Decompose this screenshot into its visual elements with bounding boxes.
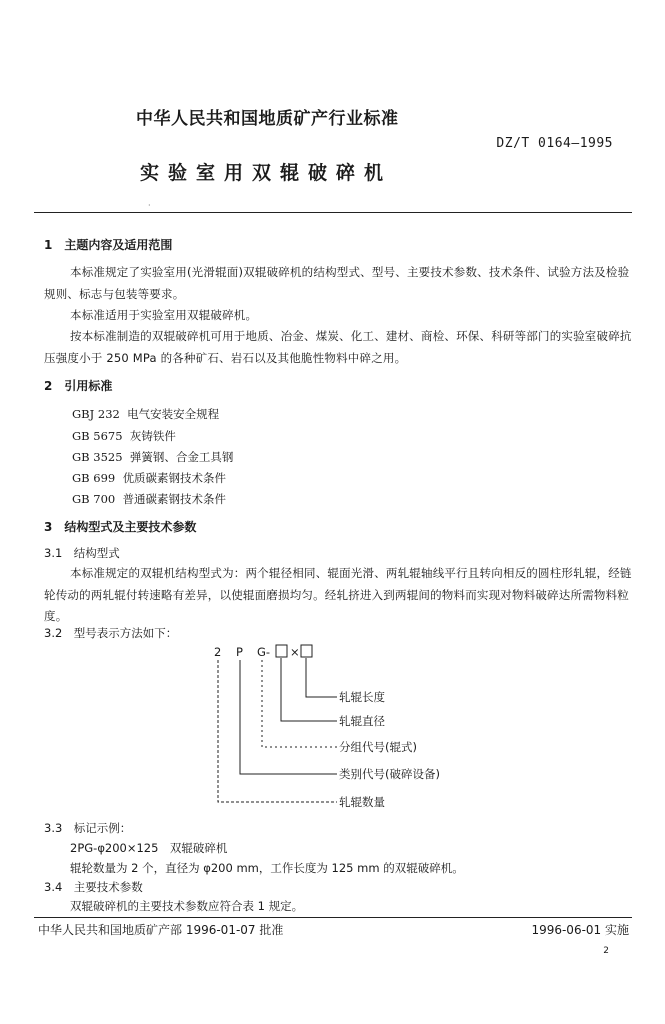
leader-roll-diameter — [281, 658, 337, 721]
reference-title: 灰铸铁件 — [129, 429, 176, 443]
organization-title: 中华人民共和国地质矿产行业标准 — [136, 109, 399, 129]
leader-category-code — [240, 660, 337, 774]
reference-code: GB 699 — [72, 471, 116, 485]
reference-title: 弹簧钢、合金工具钢 — [129, 450, 234, 464]
standard-code: DZ/T 0164—1995 — [496, 136, 613, 151]
diagram-symbol-g: G- — [257, 645, 271, 659]
section-1-paragraph-3: 按本标准制造的双辊破碎机可用于地质、冶金、煤炭、化工、建材、商检、环保、科研等部门的实验室破碎抗压强度小于 250 MPa 的各种矿石、岩石以及其他脆性物料中碎之用。 — [44, 329, 632, 365]
section-3-4-heading: 3.4 主要技术参数 — [44, 880, 143, 894]
marking-example: 2PG-φ200×125 双辊破碎机 — [70, 841, 228, 855]
section-1-paragraph-1: 本标准规定了实验室用(光滑辊面)双辊破碎机的结构型式、型号、主要技术参数、技术条件、试验方法及检验规则、标志与包装等要求。 — [44, 265, 630, 301]
reference-title: 优质碳素钢技术条件 — [122, 471, 227, 485]
section-3-heading: 3 结构型式及主要技术参数 — [44, 520, 197, 534]
section-3-1-heading: 3.1 结构型式 — [44, 546, 120, 560]
section-2-heading: 2 引用标准 — [44, 379, 113, 393]
section-3-2-heading: 3.2 型号表示方法如下： — [44, 626, 178, 640]
label-category-code: 类别代号(破碎设备) — [339, 767, 440, 781]
diagram-symbol-2: 2 — [214, 645, 222, 659]
label-roll-count: 轧辊数量 — [339, 795, 385, 809]
leader-roll-length — [306, 658, 337, 697]
scan-speck: · — [148, 201, 151, 210]
diagram-symbol-p: P — [236, 645, 243, 659]
reference-code: GB 3525 — [72, 450, 123, 464]
implementation-date: 1996-06-01 实施 — [531, 923, 629, 937]
reference-code: GB 700 — [72, 492, 116, 506]
document-title: 实验室用双辊破碎机 — [140, 162, 393, 184]
reference-title: 电气安装安全规程 — [127, 407, 220, 421]
marking-description: 辊轮数量为 2 个，直径为 φ200 mm，工作长度为 125 mm 的双辊破碎机。 — [70, 861, 464, 875]
diagram-box-diameter — [276, 645, 287, 657]
diagram-symbol-x: × — [290, 645, 300, 659]
footer-rule — [34, 917, 632, 918]
page-number: 2 — [603, 946, 609, 956]
reference-code: GB 5675 — [72, 429, 123, 443]
label-roll-diameter: 轧辊直径 — [339, 714, 385, 728]
approval-line: 中华人民共和国地质矿产部 1996-01-07 批准 — [38, 923, 284, 937]
section-3-3-heading: 3.3 标记示例： — [44, 821, 132, 835]
section-3-1-paragraph: 本标准规定的双辊机结构型式为：两个辊径相同、辊面光滑、两轧辊轴线平行且转向相反的圆柱形轧辊，经链轮传动的两轧辊付转速略有差异，以使辊面磨损均匀。经轧挤进入到两辊间的物料而实现对物料破碎达所需物料粒度。 — [44, 566, 632, 623]
reference-code: GBJ 232 — [72, 407, 120, 421]
label-group-code: 分组代号(辊式) — [339, 740, 417, 754]
leader-roll-count — [218, 660, 337, 802]
leader-group-code — [262, 660, 337, 747]
section-3-4-paragraph: 双辊破碎机的主要技术参数应符合表 1 规定。 — [70, 899, 304, 913]
section-1-heading: 1 主题内容及适用范围 — [44, 238, 173, 252]
section-1-paragraph-2: 本标准适用于实验室用双辊破碎机。 — [70, 308, 258, 322]
label-roll-length: 轧辊长度 — [339, 690, 385, 704]
diagram-box-length — [301, 645, 312, 657]
reference-title: 普通碳素钢技术条件 — [122, 492, 227, 506]
